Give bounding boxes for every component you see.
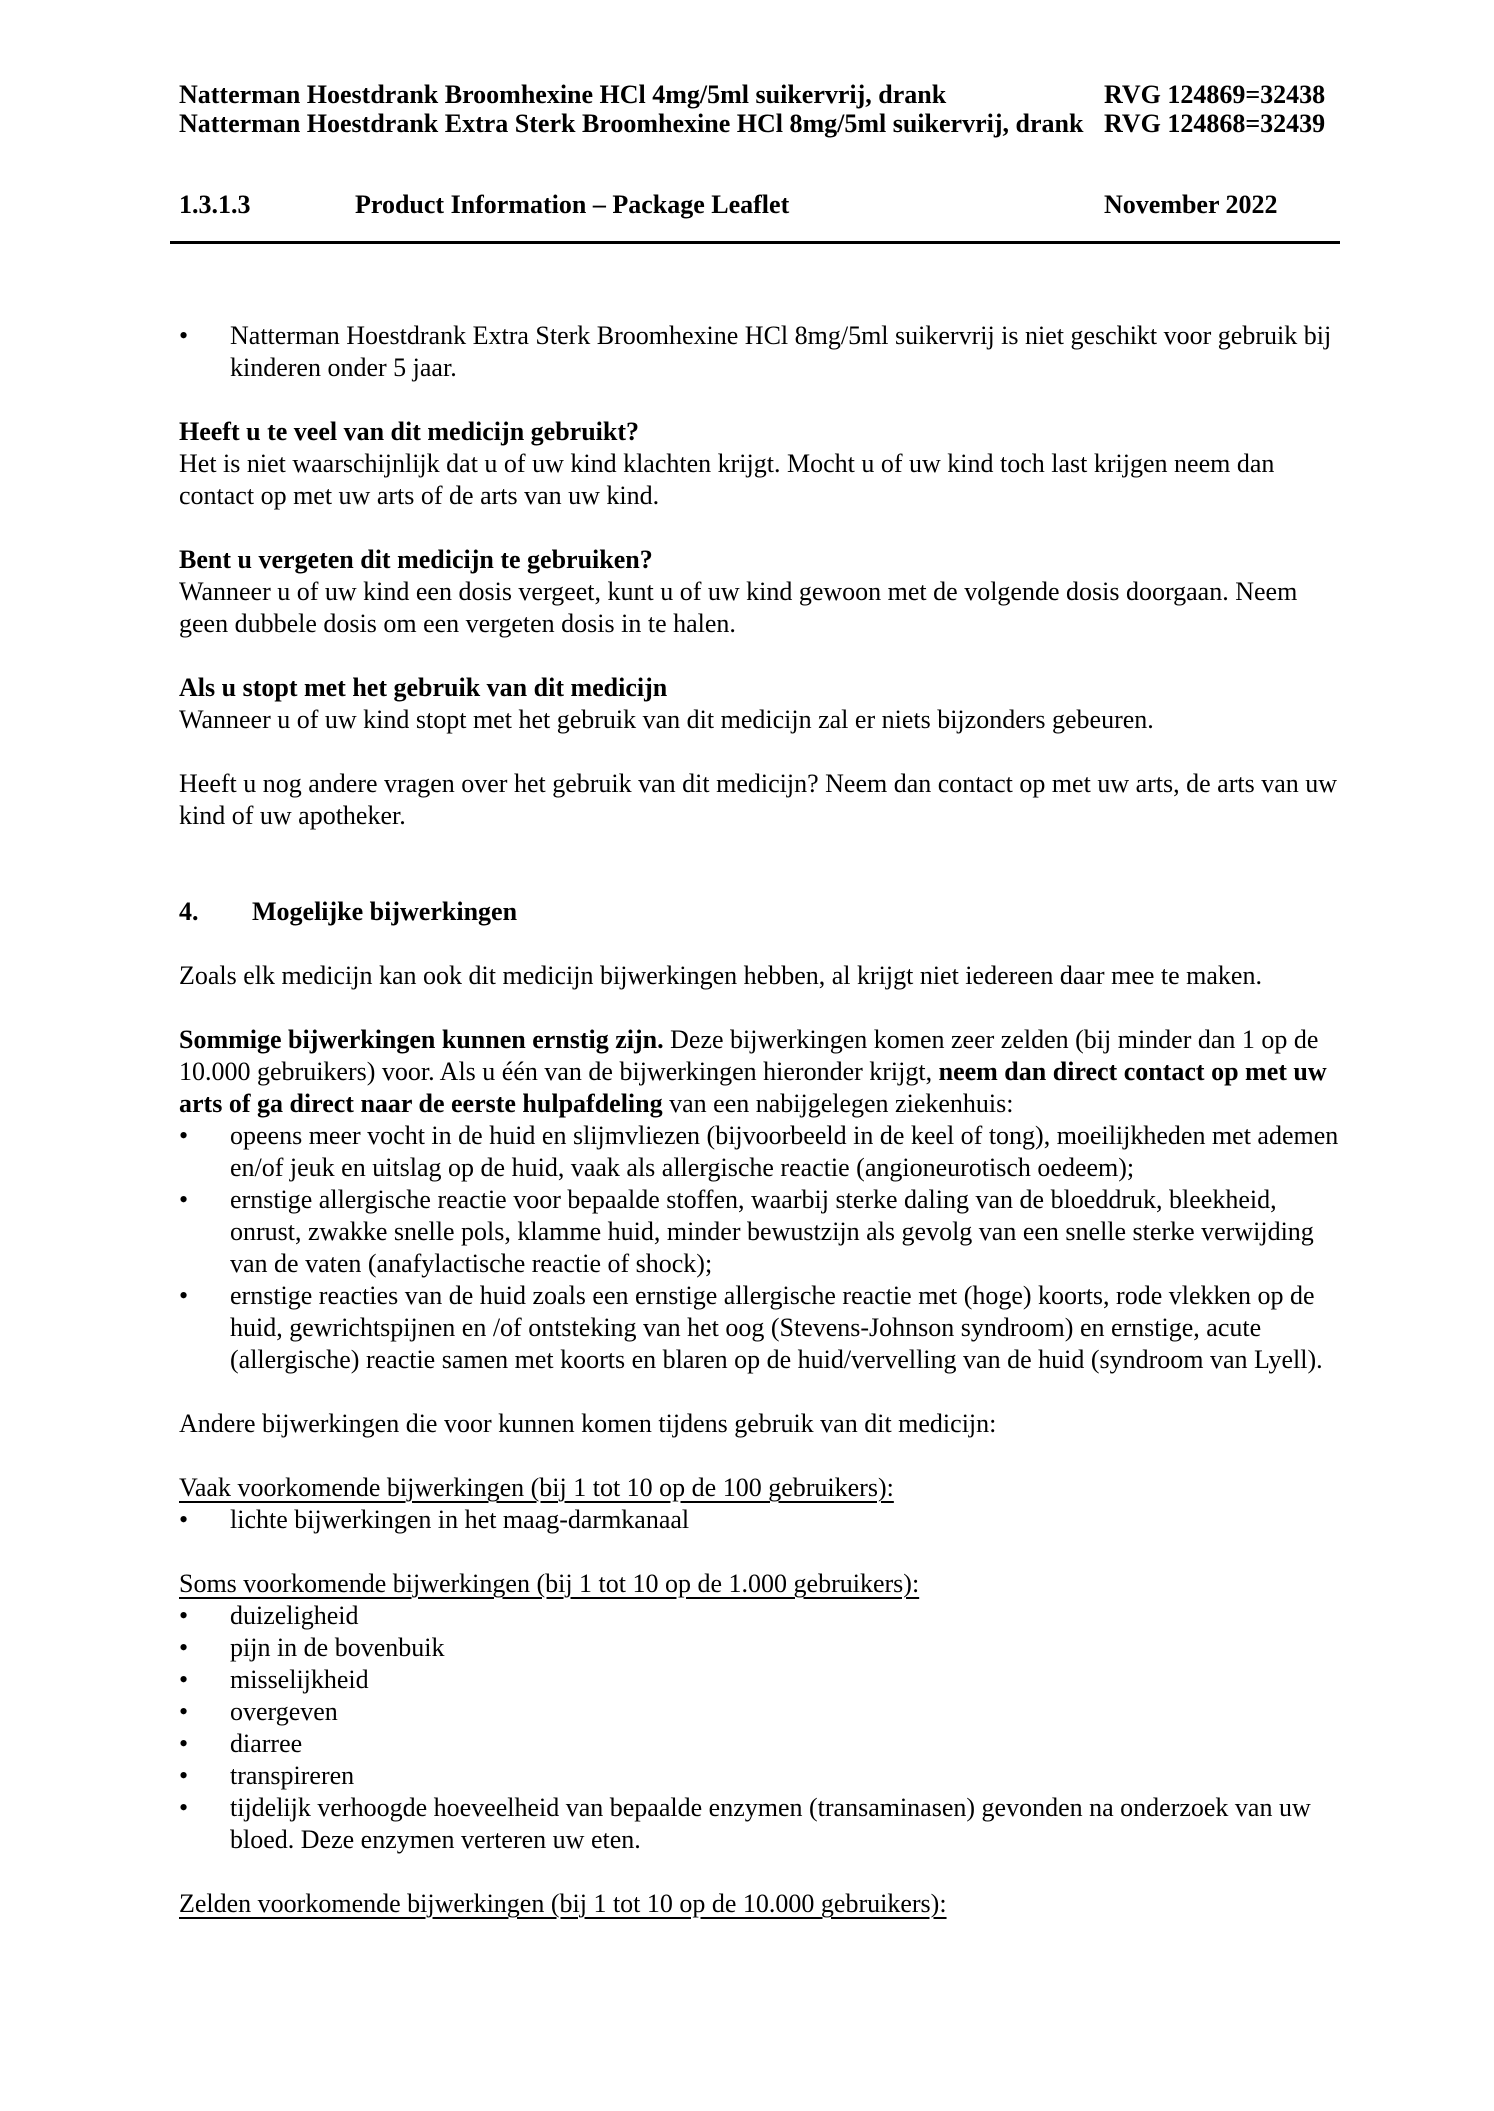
- overdose-paragraph: Het is niet waarschijnlijk dat u of uw kind klachten krijgt. Mocht u of uw kind toch last krijgen neem dan contact op met uw arts of de arts van uw kind.: [179, 449, 1275, 510]
- bullet-icon: •: [179, 1121, 189, 1150]
- product-rvg-number-2: RVG 124868=32439: [1104, 109, 1326, 138]
- document-body: [179, 320, 1340, 1920]
- list-item: [179, 1632, 1340, 1664]
- list-item: [179, 1504, 1340, 1536]
- serious-side-effects-paragraph: [179, 1024, 1340, 1120]
- bullet-icon: •: [179, 1601, 189, 1630]
- list-item: [179, 1696, 1340, 1728]
- common-side-effects-heading: Vaak voorkomende bijwerkingen (bij 1 tot 10 op de 100 gebruikers):: [179, 1473, 894, 1502]
- doc-title: Product Information – Package Leaflet: [355, 190, 790, 219]
- list-item: [179, 1760, 1340, 1792]
- uncommon-bullet-6: transpireren: [230, 1761, 355, 1790]
- serious-bullet-2: ernstige allergische reactie voor bepaalde stoffen, waarbij sterke daling van de bloeddruk, bleekheid, onrust, zwakke snelle pols, klamme huid, minder bewustzijn als gevolg van een snelle sterke verwijding van de vaten (anafylactische reactie of shock);: [230, 1185, 1314, 1278]
- section-4-number: 4.: [179, 897, 199, 926]
- list-item: [179, 1792, 1340, 1856]
- uncommon-bullet-2: pijn in de bovenbuik: [230, 1633, 445, 1662]
- list-item: [179, 1728, 1340, 1760]
- uncommon-bullet-4: overgeven: [230, 1697, 338, 1726]
- common-side-effects-list: [179, 1504, 1340, 1536]
- document-meta-line: [179, 190, 1340, 219]
- list-item: [179, 1184, 1340, 1280]
- overdose-heading: Heeft u te veel van dit medicijn gebruikt?: [179, 417, 639, 446]
- uncommon-bullet-1: duizeligheid: [230, 1601, 359, 1630]
- section-4-heading: [179, 896, 1340, 928]
- uncommon-side-effects-heading: Soms voorkomende bijwerkingen (bij 1 tot 10 op de 1.000 gebruikers):: [179, 1569, 920, 1598]
- not-suitable-text: Natterman Hoestdrank Extra Sterk Broomhexine HCl 8mg/5ml suikervrij is niet geschikt voor gebruik bij kinderen onder 5 jaar.: [230, 321, 1332, 382]
- not-suitable-list: [179, 320, 1340, 384]
- uncommon-bullet-5: diarree: [230, 1729, 303, 1758]
- product-name-1: Natterman Hoestdrank Broomhexine HCl 4mg/5ml suikervrij, drank: [179, 80, 947, 109]
- list-item: [179, 1120, 1340, 1184]
- product-line-2: [179, 109, 1340, 138]
- uncommon-bullet-3: misselijkheid: [230, 1665, 369, 1694]
- document-header: [179, 80, 1340, 244]
- stop-use-paragraph: Wanneer u of uw kind stopt met het gebruik van dit medicijn zal er niets bijzonders gebeuren.: [179, 705, 1154, 734]
- product-line-1: [179, 80, 1340, 109]
- serious-side-effects-list: [179, 1120, 1340, 1376]
- serious-bullet-1: opeens meer vocht in de huid en slijmvliezen (bijvoorbeeld in de keel of tong), moeilijkheden met ademen en/of jeuk en uitslag op de huid, vaak als allergische reactie (angioneurotisch oedeem);: [230, 1121, 1339, 1182]
- forgot-dose-heading: Bent u vergeten dit medicijn te gebruiken?: [179, 545, 653, 574]
- bullet-icon: •: [179, 1793, 189, 1822]
- bullet-icon: •: [179, 1697, 189, 1726]
- questions-paragraph: Heeft u nog andere vragen over het gebruik van dit medicijn? Neem dan contact op met uw arts, de arts van uw kind of uw apotheker.: [179, 769, 1338, 830]
- serious-bullet-3: ernstige reacties van de huid zoals een ernstige allergische reactie met (hoge) koorts, rode vlekken op de huid, gewrichtspijnen en /of ontsteking van het oog (Stevens-Johnson syndroom) en ernstige, acute (allergische) reactie samen met koorts en blaren op de huid/vervelling van de huid (syndroom van Lyell).: [230, 1281, 1323, 1374]
- bullet-icon: •: [179, 1633, 189, 1662]
- serious-action-bold: neem dan direct contact op met uw arts of ga direct naar de eerste hulpafdeling: [179, 1057, 1327, 1118]
- side-effects-intro-paragraph: Zoals elk medicijn kan ook dit medicijn bijwerkingen hebben, al krijgt niet iedereen daar mee te maken.: [179, 961, 1262, 990]
- doc-date: November 2022: [1104, 190, 1278, 219]
- forgot-dose-paragraph: Wanneer u of uw kind een dosis vergeet, kunt u of uw kind gewoon met de volgende dosis doorgaan. Neem geen dubbele dosis om een vergeten dosis in te halen.: [179, 577, 1298, 638]
- common-bullet-1: lichte bijwerkingen in het maag-darmkanaal: [230, 1505, 690, 1534]
- bullet-icon: •: [179, 1505, 189, 1534]
- serious-lead-bold: Sommige bijwerkingen kunnen ernstig zijn.: [179, 1025, 664, 1054]
- header-rule: [170, 241, 1340, 244]
- bullet-icon: •: [179, 321, 189, 350]
- doc-section-number: 1.3.1.3: [179, 190, 251, 219]
- product-rvg-number-1: RVG 124869=32438: [1104, 80, 1326, 109]
- list-item: [179, 1664, 1340, 1696]
- product-name-2: Natterman Hoestdrank Extra Sterk Broomhexine HCl 8mg/5ml suikervrij, drank: [179, 109, 1084, 138]
- rare-side-effects-heading: Zelden voorkomende bijwerkingen (bij 1 tot 10 op de 10.000 gebruikers):: [179, 1889, 947, 1918]
- bullet-icon: •: [179, 1729, 189, 1758]
- bullet-icon: •: [179, 1761, 189, 1790]
- other-side-effects-intro: Andere bijwerkingen die voor kunnen komen tijdens gebruik van dit medicijn:: [179, 1409, 997, 1438]
- uncommon-bullet-7: tijdelijk verhoogde hoeveelheid van bepaalde enzymen (transaminasen) gevonden na onderzoek van uw bloed. Deze enzymen verteren uw eten.: [230, 1793, 1311, 1854]
- uncommon-side-effects-list: [179, 1600, 1340, 1856]
- bullet-icon: •: [179, 1281, 189, 1310]
- serious-tail-text: van een nabijgelegen ziekenhuis:: [662, 1089, 1014, 1118]
- serious-mid-text: Deze bijwerkingen komen zeer zelden (bij minder dan 1 op de 10.000 gebruikers) voor. Als u één van de bijwerkingen hieronder krijgt,: [179, 1025, 1319, 1086]
- bullet-icon: •: [179, 1665, 189, 1694]
- list-item: [179, 1280, 1340, 1376]
- bullet-icon: •: [179, 1185, 189, 1214]
- list-item: [179, 320, 1340, 384]
- list-item: [179, 1600, 1340, 1632]
- stop-use-heading: Als u stopt met het gebruik van dit medicijn: [179, 673, 668, 702]
- section-4-title: Mogelijke bijwerkingen: [252, 897, 518, 926]
